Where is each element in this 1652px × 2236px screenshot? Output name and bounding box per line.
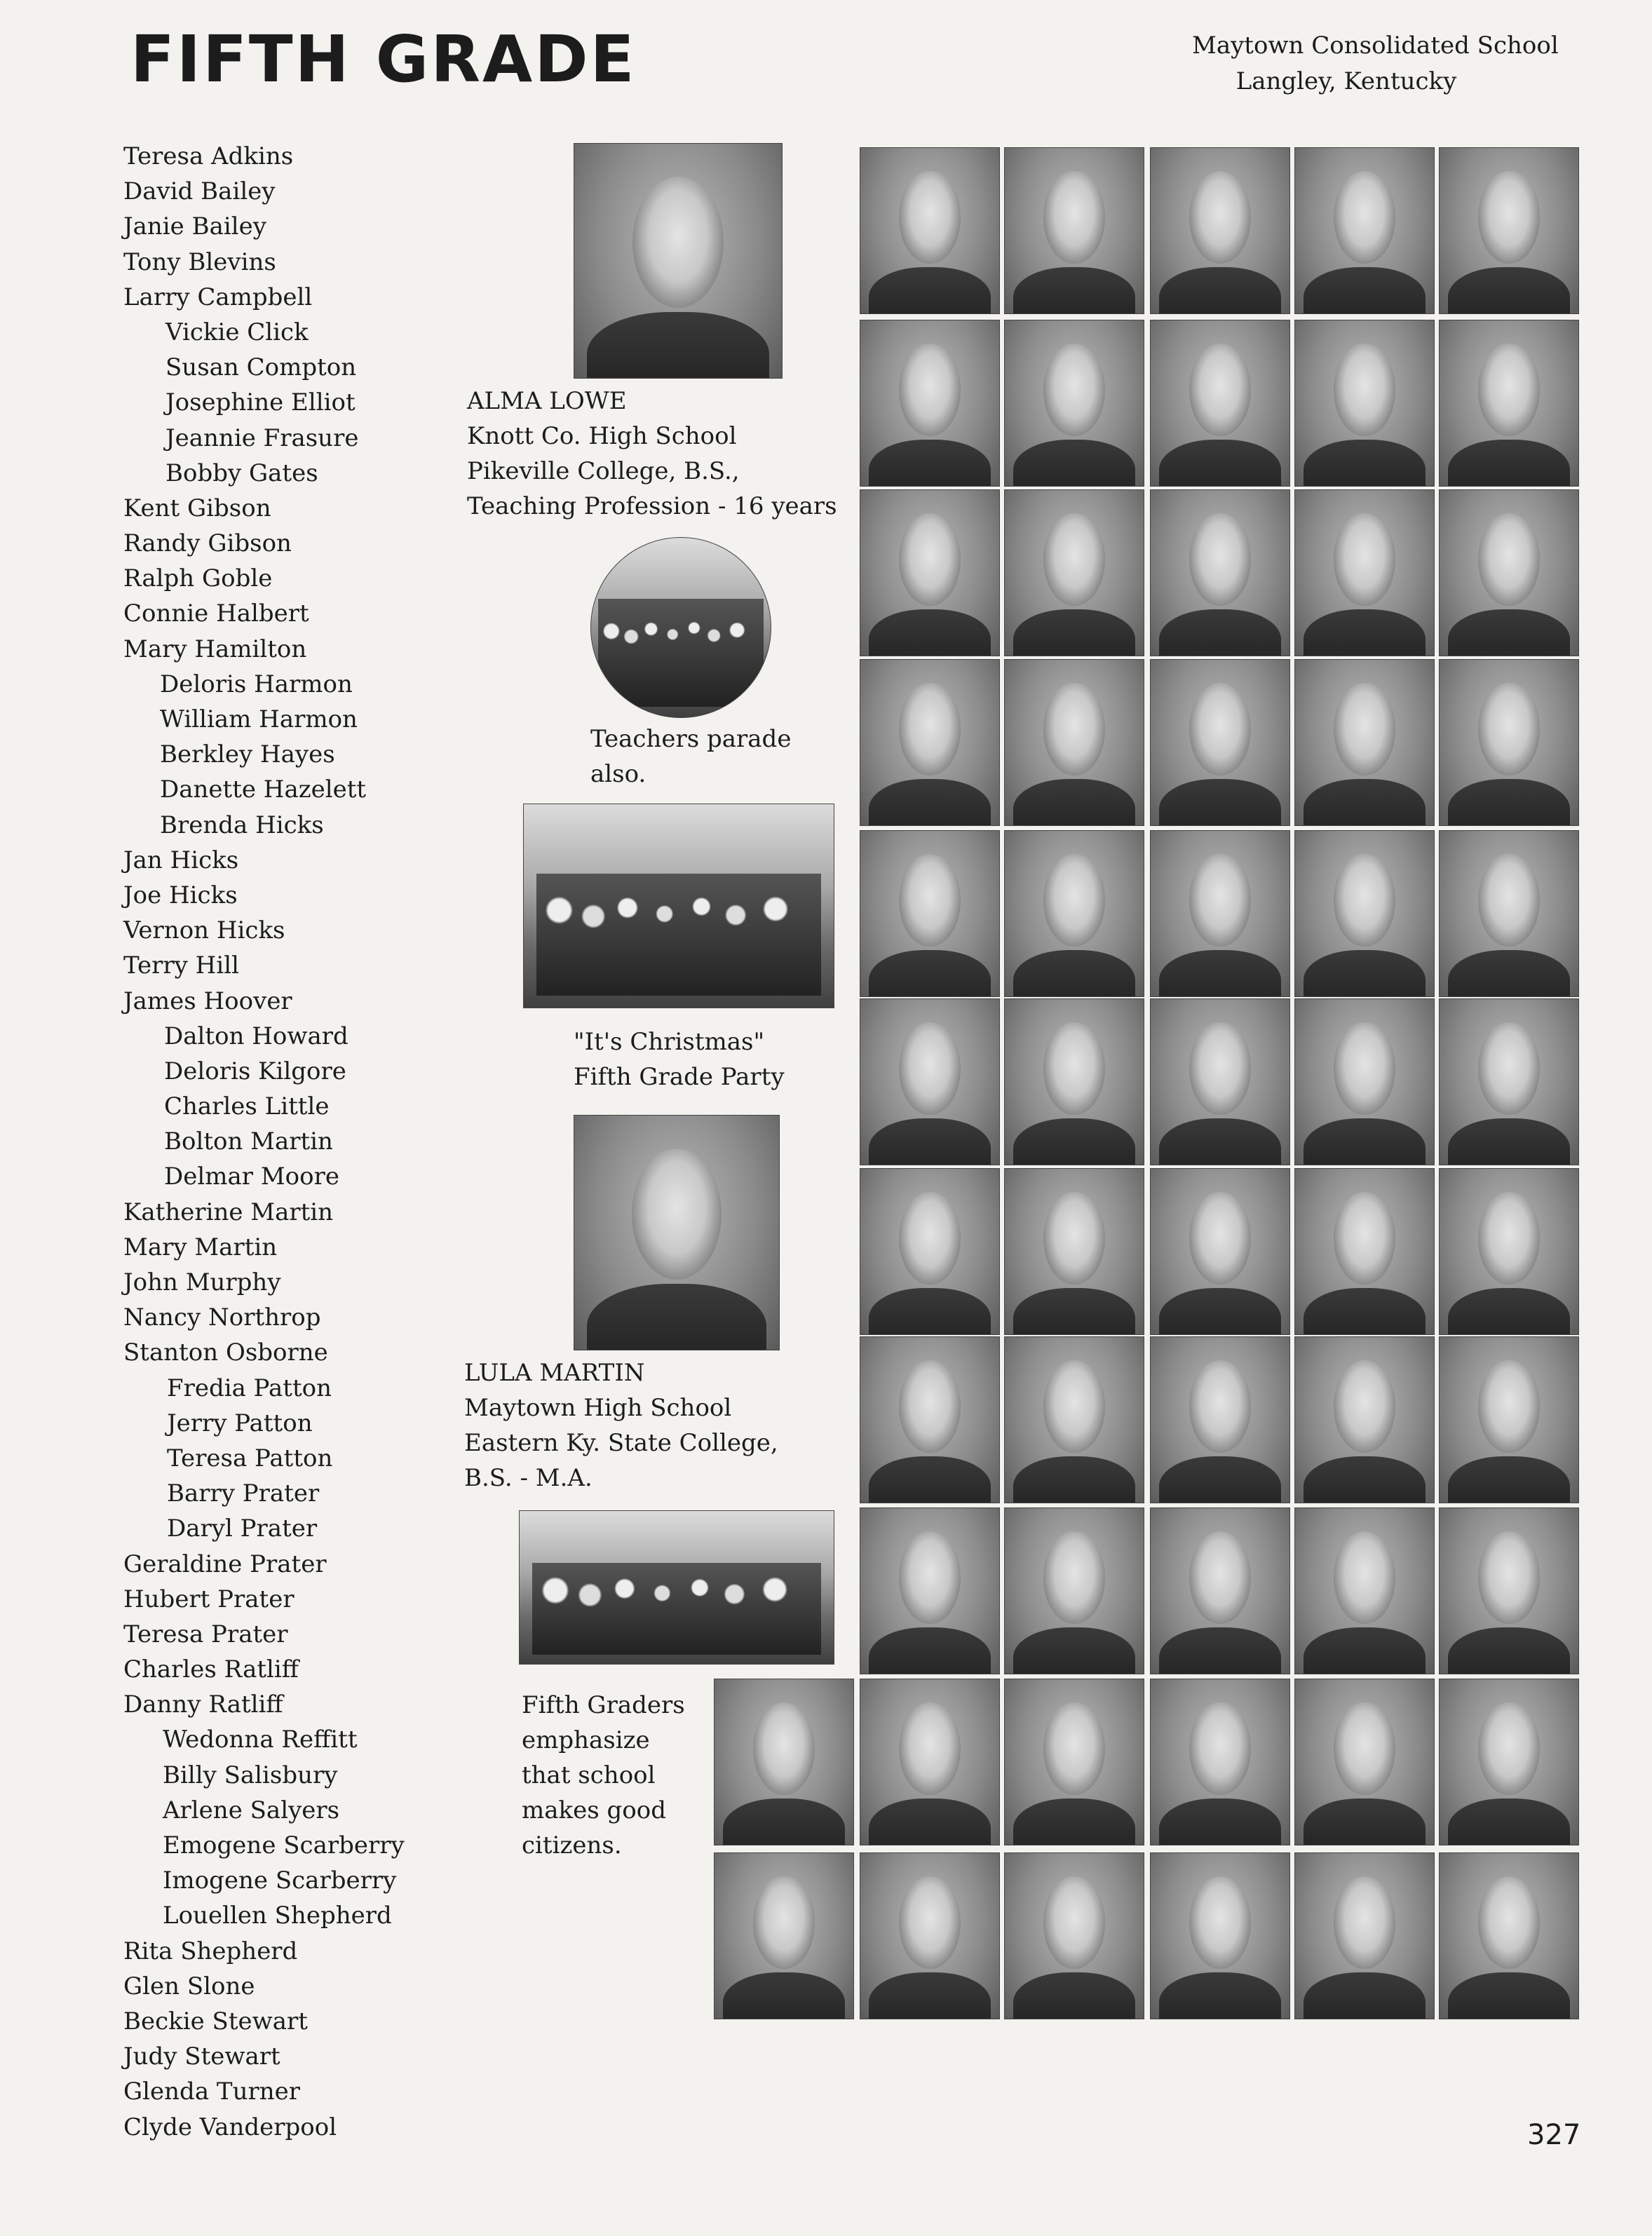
student-name: Rita Shepherd [123, 1937, 298, 1965]
student-name: Vickie Click [165, 318, 309, 346]
student-name: John Murphy [123, 1268, 281, 1296]
student-portrait [1294, 1336, 1435, 1503]
student-portrait [860, 1507, 1000, 1674]
student-portrait [1004, 1852, 1144, 2019]
student-name: Stanton Osborne [123, 1339, 328, 1367]
student-portrait [1150, 1336, 1290, 1503]
student-portrait [1004, 320, 1144, 487]
student-portrait [1294, 998, 1435, 1165]
christmas-caption: "It's Christmas" Fifth Grade Party [574, 1028, 785, 1091]
school-location: Langley, Kentucky [1235, 67, 1457, 95]
student-portrait [1439, 830, 1579, 997]
student-name: Brenda Hicks [160, 811, 324, 839]
student-name: Hubert Prater [123, 1585, 294, 1613]
student-name: Billy Salisbury [163, 1761, 338, 1789]
school-name: Maytown Consolidated School [1192, 32, 1559, 60]
student-portrait [1150, 489, 1290, 656]
teacher-caption [467, 384, 837, 524]
student-portrait [860, 320, 1000, 487]
student-name: Charles Little [164, 1092, 330, 1121]
teacher-name: LULA MARTIN [464, 1359, 645, 1387]
student-name: Vernon Hicks [123, 916, 285, 945]
teacher-education: Eastern Ky. State College, [464, 1428, 778, 1457]
student-name: Ralph Goble [123, 564, 273, 593]
student-name: Deloris Kilgore [164, 1057, 346, 1085]
teacher-education: Pikeville College, B.S., [467, 456, 740, 485]
student-name: Danette Hazelett [160, 775, 367, 804]
teacher-education: Maytown High School [464, 1393, 732, 1422]
student-name: Larry Campbell [123, 283, 313, 311]
student-portrait [1439, 489, 1579, 656]
student-name: Teresa Patton [167, 1444, 333, 1472]
student-portrait [1150, 998, 1290, 1165]
student-portrait [1439, 147, 1579, 314]
student-portrait [714, 1852, 854, 2019]
citizens-caption: Fifth Graders emphasize that school makes good citizens. [522, 1691, 685, 1859]
student-name: Connie Halbert [123, 599, 309, 628]
student-portrait [1294, 659, 1435, 826]
student-name: James Hoover [123, 987, 292, 1015]
teacher-education: Knott Co. High School [467, 421, 737, 450]
student-name: Delmar Moore [164, 1163, 339, 1191]
student-name-list [123, 139, 446, 2145]
student-portrait [1004, 1679, 1144, 1845]
student-name: Louellen Shepherd [163, 1902, 392, 1930]
student-name: Glen Slone [123, 1972, 255, 2000]
page-number: 327 [1527, 2119, 1581, 2151]
student-portrait [860, 1852, 1000, 2019]
student-portrait [860, 147, 1000, 314]
student-portrait [1439, 1507, 1579, 1674]
student-portrait [860, 489, 1000, 656]
student-name: Beckie Stewart [123, 2007, 308, 2035]
teacher-name: ALMA LOWE [467, 387, 627, 415]
student-portrait [1439, 1852, 1579, 2019]
student-portrait [1004, 830, 1144, 997]
student-name: Berkley Hayes [160, 740, 335, 769]
student-portrait [1004, 147, 1144, 314]
parade-photo [590, 537, 771, 718]
teacher-degree: B.S. - M.A. [464, 1463, 593, 1492]
student-portrait [1439, 1336, 1579, 1503]
student-name: David Bailey [123, 177, 276, 206]
student-name: Barry Prater [167, 1479, 320, 1508]
student-name: Nancy Northrop [123, 1303, 321, 1332]
student-portrait [860, 1679, 1000, 1845]
student-name: Kent Gibson [123, 494, 271, 522]
student-portrait [714, 1679, 854, 1845]
student-portrait [1150, 830, 1290, 997]
student-portrait [1150, 1168, 1290, 1335]
student-portrait [1294, 1507, 1435, 1674]
student-portrait [1294, 1679, 1435, 1845]
student-name: Arlene Salyers [163, 1796, 340, 1824]
student-portrait [1150, 1852, 1290, 2019]
student-name: Jeannie Frasure [165, 424, 359, 452]
student-name: Imogene Scarberry [163, 1866, 397, 1895]
student-name: Emogene Scarberry [163, 1831, 405, 1859]
student-portrait [1004, 998, 1144, 1165]
student-name: Katherine Martin [123, 1198, 334, 1226]
student-portrait [1294, 1852, 1435, 2019]
student-portrait [860, 1168, 1000, 1335]
student-name: Wedonna Reffitt [163, 1726, 358, 1754]
student-portrait [1294, 147, 1435, 314]
student-portrait [1004, 1168, 1144, 1335]
student-name: William Harmon [160, 705, 358, 733]
student-name: Joe Hicks [123, 881, 238, 909]
teacher-portrait [574, 1115, 780, 1350]
student-name: Teresa Prater [123, 1620, 288, 1648]
teacher-caption [464, 1356, 778, 1496]
student-portrait [1294, 489, 1435, 656]
student-name: Charles Ratliff [123, 1655, 299, 1684]
student-portrait [1294, 830, 1435, 997]
student-portrait [860, 830, 1000, 997]
student-portrait [1294, 320, 1435, 487]
student-name: Janie Bailey [123, 212, 266, 241]
student-name: Danny Ratliff [123, 1690, 283, 1719]
student-name: Mary Martin [123, 1233, 278, 1261]
student-portrait [1439, 1168, 1579, 1335]
student-name: Josephine Elliot [165, 388, 356, 417]
student-portrait [860, 659, 1000, 826]
student-name: Susan Compton [165, 353, 357, 382]
student-portrait [1150, 1679, 1290, 1845]
student-portrait [1004, 659, 1144, 826]
school-info [1192, 28, 1559, 100]
student-name: Geraldine Prater [123, 1550, 327, 1578]
student-portrait [1150, 659, 1290, 826]
student-portrait [1439, 659, 1579, 826]
student-name: Judy Stewart [123, 2042, 280, 2071]
student-name: Daryl Prater [167, 1515, 318, 1543]
student-portrait [1150, 147, 1290, 314]
student-name: Teresa Adkins [123, 142, 294, 170]
student-portrait [1150, 1507, 1290, 1674]
student-name: Glenda Turner [123, 2078, 300, 2106]
student-portrait [1439, 1679, 1579, 1845]
student-portrait [1150, 320, 1290, 487]
student-name: Dalton Howard [164, 1022, 348, 1050]
student-portrait [1439, 998, 1579, 1165]
student-portrait [1004, 489, 1144, 656]
student-portrait [1004, 1507, 1144, 1674]
outdoor-group-photo [519, 1510, 834, 1665]
student-name: Fredia Patton [167, 1374, 332, 1402]
student-name: Tony Blevins [123, 248, 276, 276]
student-portrait [860, 1336, 1000, 1503]
student-name: Mary Hamilton [123, 635, 307, 663]
student-portrait [1439, 320, 1579, 487]
student-name: Bobby Gates [165, 459, 318, 487]
student-name: Clyde Vanderpool [123, 2113, 337, 2141]
student-name: Jerry Patton [167, 1409, 313, 1437]
teacher-portrait [574, 143, 783, 379]
page-title: FIFTH GRADE [130, 22, 637, 97]
student-name: Randy Gibson [123, 529, 292, 558]
christmas-party-photo [523, 804, 834, 1008]
student-portrait [860, 998, 1000, 1165]
student-name: Terry Hill [123, 951, 239, 980]
student-name: Jan Hicks [123, 846, 239, 874]
teacher-experience: Teaching Profession - 16 years [467, 492, 837, 520]
parade-caption: Teachers parade also. [590, 725, 792, 788]
student-name: Bolton Martin [164, 1127, 333, 1156]
student-portrait [1294, 1168, 1435, 1335]
student-name: Deloris Harmon [160, 670, 353, 698]
student-portrait [1004, 1336, 1144, 1503]
